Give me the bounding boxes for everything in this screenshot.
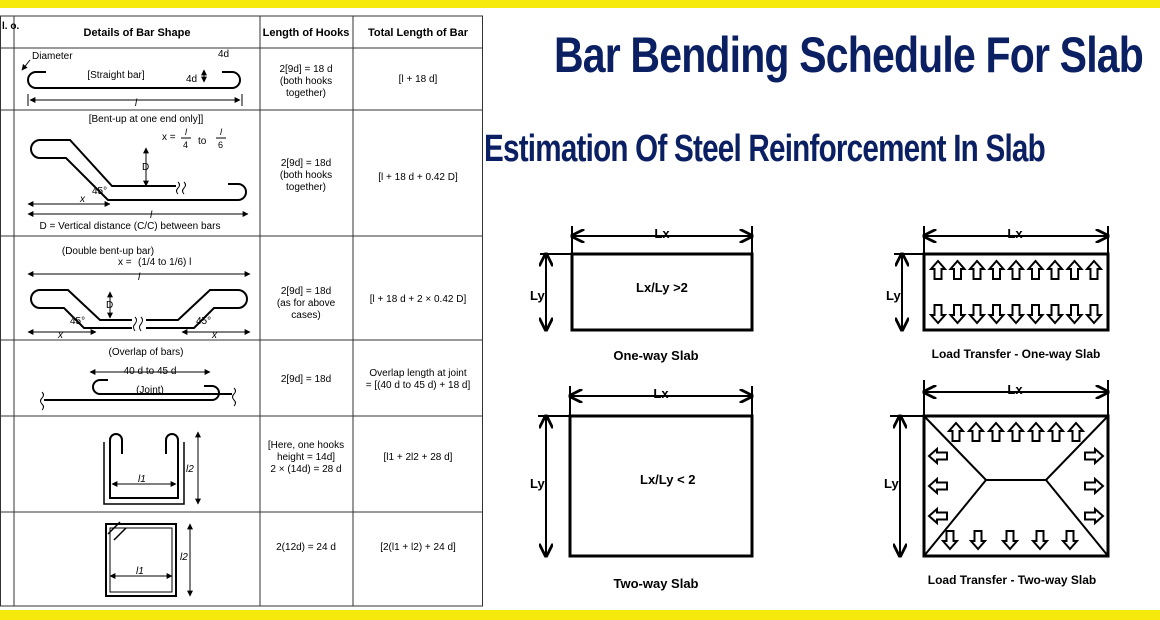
x-right: x xyxy=(212,330,217,341)
ly-label: Ly xyxy=(530,476,545,491)
up-arrow-icon xyxy=(969,423,983,441)
frac-num: l xyxy=(185,127,187,137)
length-l: l xyxy=(150,210,153,221)
up-arrow-icon xyxy=(951,261,965,279)
bent-up-label: [Bent-up at one end only]] xyxy=(88,114,204,125)
header-shape: Details of Bar Shape xyxy=(83,27,191,39)
right-arrow-icon xyxy=(1085,479,1103,493)
joint-label: (Joint) xyxy=(136,385,164,396)
d-note: D = Vertical distance (C/C) between bars xyxy=(39,221,221,232)
caption: Load Transfer - Two-way Slab xyxy=(927,573,1097,587)
down-arrow-icon xyxy=(1048,305,1062,323)
hooks-line: (both hooks xyxy=(279,170,333,181)
hooks-line: [Here, one hooks xyxy=(267,440,345,451)
l1-label: l1 xyxy=(138,474,146,485)
page-subtitle: Estimation Of Steel Reinforcement In Slab xyxy=(484,128,1045,170)
lx-label: Lx xyxy=(654,226,670,241)
down-arrow-icon xyxy=(1063,531,1077,549)
row-6-total: [2(l1 + l2) + 24 d] xyxy=(380,542,456,553)
row-3-shape xyxy=(28,246,250,341)
d-label: D xyxy=(106,300,114,311)
caption: Load Transfer - One-way Slab xyxy=(931,347,1101,361)
hooks-line: 2[9d] = 18d xyxy=(280,158,332,169)
two-way-load-arrows xyxy=(929,423,1103,549)
up-arrow-icon xyxy=(1069,423,1083,441)
up-arrow-icon xyxy=(1087,261,1101,279)
frac-den: 4 xyxy=(183,140,189,150)
frac-den: 6 xyxy=(218,140,224,150)
row-3-hooks xyxy=(277,286,336,321)
up-arrow-icon xyxy=(1009,423,1023,441)
top-yellow-bar xyxy=(0,0,1160,8)
row-2-hooks xyxy=(280,158,332,193)
frac-num: l xyxy=(220,127,222,137)
left-arrow-icon xyxy=(929,449,947,463)
down-arrow-icon xyxy=(1087,305,1101,323)
page-title: Bar Bending Schedule For Slab xyxy=(553,27,1143,83)
up-arrow-icon xyxy=(989,423,1003,441)
hooks-line: height = 14d] xyxy=(276,452,336,463)
hook-height-top: 4d xyxy=(218,49,230,60)
down-arrow-icon xyxy=(951,305,965,323)
bar-bending-table xyxy=(0,8,490,612)
lx-label: Lx xyxy=(653,386,669,401)
left-arrow-icon xyxy=(929,509,947,523)
down-arrow-icon xyxy=(990,305,1004,323)
length-l: l xyxy=(138,272,141,283)
down-arrow-icon xyxy=(943,531,957,549)
ly-label: Ly xyxy=(884,476,899,491)
ratio-label: Lx/Ly >2 xyxy=(636,280,688,295)
load-arrows-up xyxy=(931,261,1101,279)
caption: One-way Slab xyxy=(613,348,699,363)
row-5-shape xyxy=(104,432,198,504)
row-4-total xyxy=(366,368,471,391)
row-2-shape xyxy=(28,114,248,232)
down-arrow-icon xyxy=(1009,305,1023,323)
row-1-hooks xyxy=(279,64,332,99)
x-range: (1/4 to 1/6) l xyxy=(138,257,192,268)
up-arrow-icon xyxy=(1049,423,1063,441)
down-arrow-icon xyxy=(1029,305,1043,323)
length-l: l xyxy=(134,98,138,109)
header-hooks: Length of Hooks xyxy=(262,27,350,39)
diameter-label: Diameter xyxy=(32,51,73,62)
header-total: Total Length of Bar xyxy=(367,27,469,39)
up-arrow-icon xyxy=(949,423,963,441)
ly-label: Ly xyxy=(530,288,545,303)
one-way-load-slab xyxy=(886,226,1108,361)
l2-label: l2 xyxy=(186,464,194,475)
up-arrow-icon xyxy=(1029,423,1043,441)
header-sno: l. o. xyxy=(2,21,20,32)
hooks-line: cases) xyxy=(291,310,321,321)
up-arrow-icon xyxy=(990,261,1004,279)
two-way-load-slab xyxy=(884,380,1108,587)
up-arrow-icon xyxy=(931,261,945,279)
ratio-label: Lx/Ly < 2 xyxy=(640,472,696,487)
straight-bar-label: [Straight bar] xyxy=(87,70,145,81)
hooks-line: (as for above xyxy=(276,298,336,309)
ly-label: Ly xyxy=(886,288,901,303)
row-3-total: [l + 18 d + 2 × 0.42 D] xyxy=(369,294,467,305)
row-1-total: [l + 18 d] xyxy=(398,74,438,85)
up-arrow-icon xyxy=(1068,261,1082,279)
row-4-hooks: 2[9d] = 18d xyxy=(280,374,332,385)
down-arrow-icon xyxy=(1033,531,1047,549)
lx-label: Lx xyxy=(1007,382,1023,397)
up-arrow-icon xyxy=(1009,261,1023,279)
row-2-total: [l + 18 d + 0.42 D] xyxy=(378,172,458,183)
to-text: to xyxy=(198,136,207,147)
overlap-length: 40 d to 45 d xyxy=(123,366,177,377)
down-arrow-icon xyxy=(970,305,984,323)
row-4-shape xyxy=(41,347,236,410)
slab-diagrams xyxy=(510,210,1150,610)
hook-height-label: 4d xyxy=(186,74,198,85)
down-arrow-icon xyxy=(1068,305,1082,323)
one-way-slab xyxy=(530,226,752,363)
total-line: Overlap length at joint xyxy=(369,368,467,379)
angle-label: 45° xyxy=(92,186,108,197)
down-arrow-icon xyxy=(1003,531,1017,549)
l2-label: l2 xyxy=(180,552,188,563)
x-left: x xyxy=(58,330,63,341)
overlap-label: (Overlap of bars) xyxy=(108,347,184,358)
hooks-line: 2 × (14d) = 28 d xyxy=(270,464,342,475)
down-arrow-icon xyxy=(971,531,985,549)
lx-label: Lx xyxy=(1007,226,1023,241)
l1-label: l1 xyxy=(136,566,144,577)
right-arrow-icon xyxy=(1085,509,1103,523)
up-arrow-icon xyxy=(1029,261,1043,279)
right-arrow-icon xyxy=(1085,449,1103,463)
up-arrow-icon xyxy=(1048,261,1062,279)
x-label: x xyxy=(80,194,85,205)
x-eq: x = xyxy=(118,257,132,268)
two-way-slab xyxy=(530,386,752,591)
table-grid xyxy=(0,16,483,606)
angle-right: 45° xyxy=(196,316,212,327)
hooks-line: together) xyxy=(285,88,327,99)
up-arrow-icon xyxy=(970,261,984,279)
double-bent-label: (Double bent-up bar) xyxy=(61,246,155,257)
hooks-line: (both hooks xyxy=(279,76,333,87)
hooks-line: 2[9d] = 18d xyxy=(280,286,332,297)
row-6-hooks: 2(12d) = 24 d xyxy=(276,542,336,553)
hooks-line: together) xyxy=(285,182,327,193)
left-arrow-icon xyxy=(929,479,947,493)
angle-left: 45° xyxy=(70,316,86,327)
x-eq: x = xyxy=(162,132,176,143)
total-line: = [(40 d to 45 d) + 18 d] xyxy=(365,380,471,391)
hooks-line: 2[9d] = 18 d xyxy=(279,64,333,75)
row-1-shape xyxy=(22,49,242,109)
row-5-total: [l1 + 2l2 + 28 d] xyxy=(383,452,453,463)
caption: Two-way Slab xyxy=(613,576,699,591)
d-label: D xyxy=(142,162,150,173)
row-6-shape xyxy=(106,522,190,596)
row-5-hooks xyxy=(268,440,344,475)
down-arrow-icon xyxy=(931,305,945,323)
load-arrows-down xyxy=(931,305,1101,323)
